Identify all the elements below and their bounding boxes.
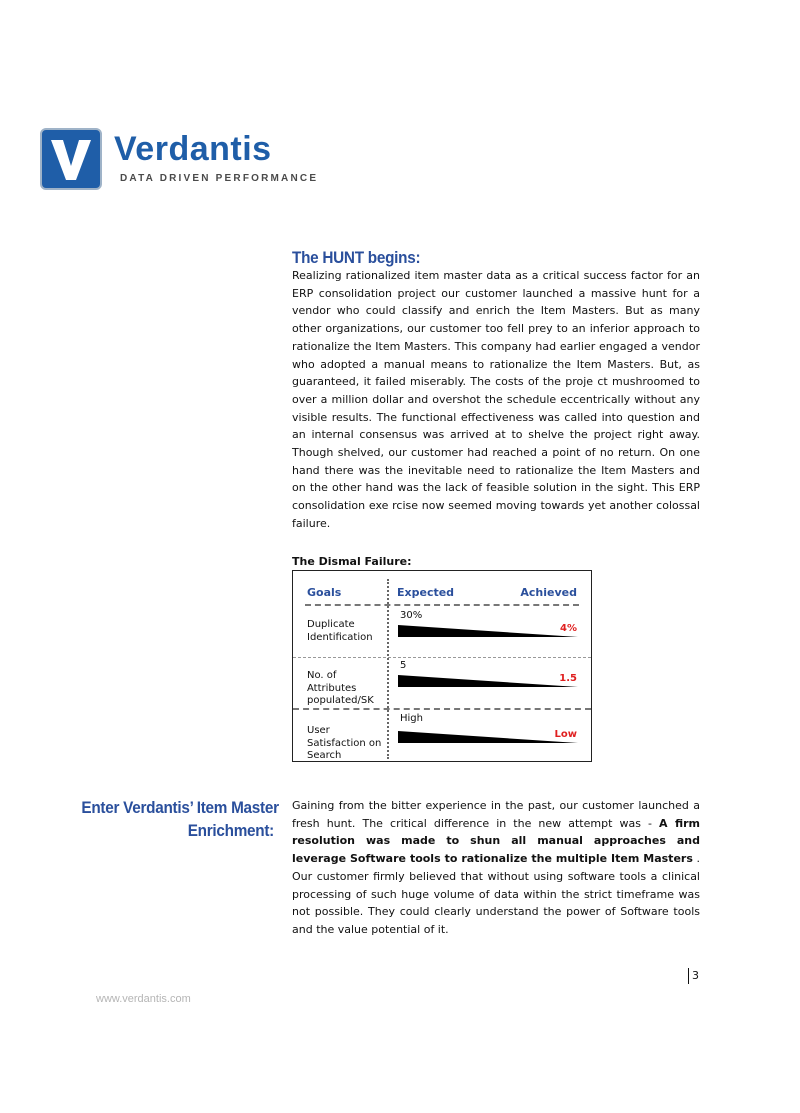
failure-subheading: The Dismal Failure: xyxy=(292,555,412,568)
row-2-achieved: 1.5 xyxy=(559,673,577,684)
logo-v-icon xyxy=(40,128,102,190)
row-1-goal: Duplicate Identification xyxy=(307,619,373,643)
row-1-expected: 30% xyxy=(400,610,423,621)
row-3-expected: High xyxy=(400,713,423,724)
row-1-gap-wedge xyxy=(398,625,578,639)
failure-table xyxy=(292,570,592,762)
page-number: 3 xyxy=(688,968,699,984)
row-2-divider xyxy=(293,708,591,710)
column-divider xyxy=(387,579,389,759)
header-expected: Expected xyxy=(397,586,455,599)
row-1-achieved: 4% xyxy=(560,623,577,634)
enter-text-after: . Our customer firmly believed that without using software tools a clinical processing of such huge volume of data within the strict timeframe was not possible. They could clearly understand the power of Software tools and the value potential of it. xyxy=(292,852,700,936)
logo-name: Verdantis xyxy=(114,130,272,168)
hunt-heading: The HUNT begins: xyxy=(292,248,421,267)
enter-heading-line1: Enter Verdantis’ Item Master xyxy=(81,798,279,817)
enter-heading xyxy=(60,796,279,842)
row-2-goal: No. of Attributes populated/SK xyxy=(307,670,374,706)
enter-text-before: Gaining from the bitter experience in the past, our customer launched a fresh hunt. The critical difference in the new attempt was - xyxy=(292,799,700,830)
enter-paragraph xyxy=(292,797,700,939)
row-2-expected: 5 xyxy=(400,660,407,671)
header-goals: Goals xyxy=(307,586,342,599)
logo-tagline: DATA DRIVEN PERFORMANCE xyxy=(120,173,319,184)
header-achieved: Achieved xyxy=(520,586,577,599)
row-3-gap-wedge xyxy=(398,731,578,745)
row-1-divider xyxy=(293,657,591,658)
header-divider xyxy=(305,604,579,606)
row-3-goal: User Satisfaction on Search xyxy=(307,725,382,761)
row-2-gap-wedge xyxy=(398,675,578,689)
row-3-achieved: Low xyxy=(554,729,577,740)
verdantis-logo xyxy=(40,128,319,192)
enter-heading-line2: Enrichment: xyxy=(187,821,274,840)
footer-url: www.verdantis.com xyxy=(96,993,191,1005)
hunt-paragraph: Realizing rationalized item master data as a critical success factor for an ERP consolidation project our customer launched a massive hunt for a vendor who could classify and enrich the Item Masters. But as many other organizations, our customer too fell prey to an inferior approach to rationalize the Item Masters. This company had earlier engaged a vendor who adopted a manual means to rationalize the Item Masters. But, as guaranteed, it failed miserably. The costs of the proje ct mushroomed to over a million dollar and overshot the schedule eccentrically without any visible results. The functional effectiveness was called into question and an internal consensus was arrived at to shelve the project right away. Though shelved, our customer had reached a point of no return. On one hand there was the inevitable need to rationalize the Item Masters and on the other hand was the lack of feasible solution in the sight. This ERP consolidation exe rcise now seemed moving towards yet another colossal failure. xyxy=(292,269,700,530)
enter-text-bold: A firm resolution was made to shun all manual approaches and leverage Software tools to rationalize the multiple Item Masters xyxy=(292,816,700,866)
